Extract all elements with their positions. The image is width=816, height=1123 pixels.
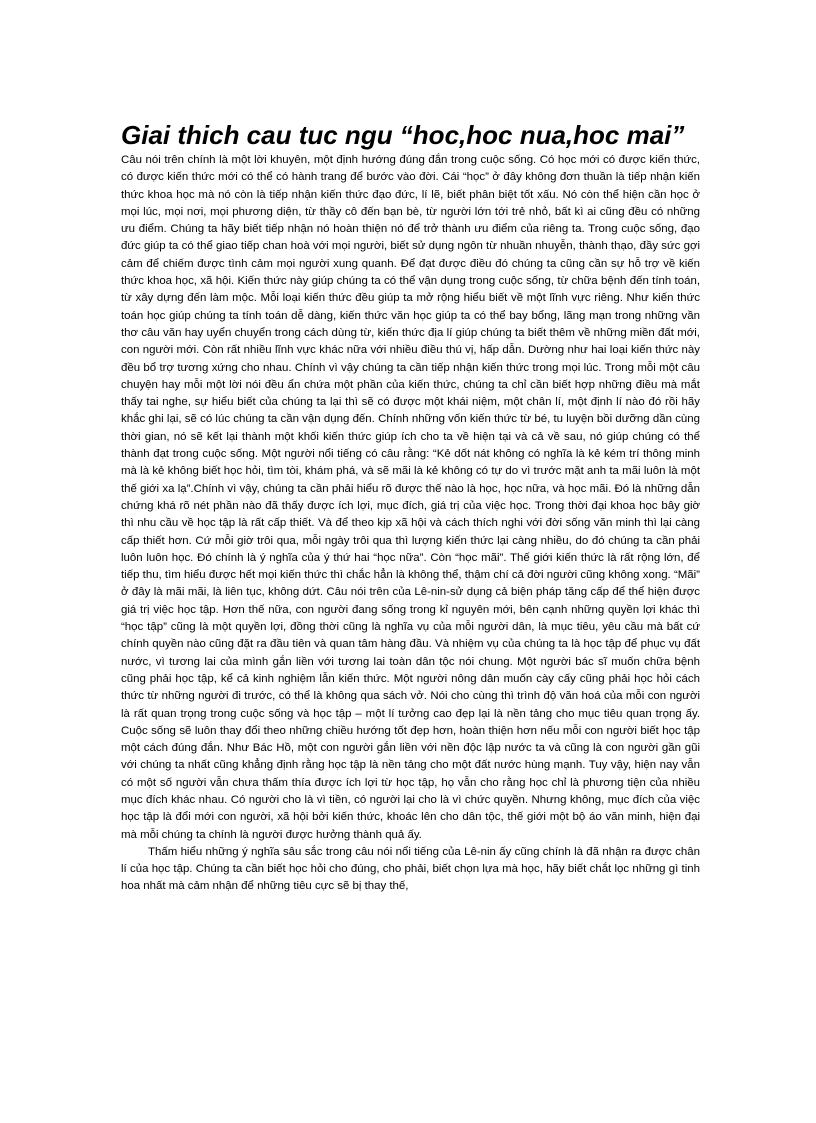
document-page bbox=[121, 120, 700, 896]
page-title: Giai thich cau tuc ngu “hoc,hoc nua,hoc mai” bbox=[121, 120, 685, 150]
body-paragraph: Câu nói trên chính là một lời khuyên, một định hướng đúng đắn trong cuộc sống. Có học mới có được kiến thức, có được kiến thức mới có thể có hành trang để bước vào đời. Cái “học” ở đây không đơn thuần là tiếp nhận kiến thức khoa học mà nó còn là tiếp nhận kiến thức đạo đức, lí lẽ, biết phân biệt tốt xấu. Nó còn thể hiện cần học ở mọi lúc, mọi nơi, mọi phương diện, từ thầy cô đến bạn bè, từ người lớn tới trẻ nhỏ, bất kì ai cũng đều có những ưu điểm. Chúng ta hãy biết tiếp nhận nó hoàn thiện nó để trở thành ưu điểm của riêng ta. Trong cuộc sống, đạo đức giúp ta có thể giao tiếp chan hoà với mọi người, biết sử dụng ngôn từ nhuần nhuyễn, thành thạo, đầy sức gợi cảm để chiếm được tình cảm mọi người xung quanh. Để đạt được điều đó chúng ta cũng cần sự hỗ trợ về kiến thức khoa học, xã hội. Kiến thức này giúp chúng ta có thể vận dụng trong cuộc sống, từ chữa bệnh đến tính toán, từ xây dựng đến làm mộc. Mỗi loại kiến thức đều giúp ta mở rộng hiểu biết về một lĩnh vực riêng. Như kiến thức toán học giúp chúng ta tính toán dễ dàng, kiến thức văn học giúp ta có thể bay bổng, lãng mạn trong những vần thơ câu văn hay uyển chuyển trong cách dùng từ, kiến thức địa lí giúp chúng ta biết thêm về những miền đất mới, con người mới. Còn rất nhiều lĩnh vực khác nữa với nhiều điều thú vị, hấp dẫn. Dường như hai loại kiến thức này đều bổ trợ tương xứng cho nhau. Chính vì vậy chúng ta cần tiếp nhận kiến thức trong mọi lúc. Trong mỗi một câu chuyện hay mỗi một lời nói đều ẩn chứa một phần của kiến thức, chúng ta chỉ cần biết hợp những điều mà mắt thấy tai nghe, sự hiểu biết của chúng ta lại thì sẽ có được một khái niệm, một chân lí, một định lí nào đó rồi hãy khắc ghi lại, sẽ có lúc chúng ta cần vận dụng đến. Chính những vốn kiến thức từ bé, tu luyện bồi dưỡng dần cùng thời gian, nó sẽ kết lại thành một khối kiến thức giúp ích cho ta về hiện tại và cả về sau, nó giúp chúng có thể thành đạt trong cuộc sống. Một người nổi tiếng có câu rằng: “Kẻ dốt nát không có nghĩa là kẻ kém trí thông minh mà là kẻ không biết học hỏi, tìm tòi, khám phá, và sẽ mãi là kẻ không có tự do vì trước mặt anh ta mãi luôn là một thế giới xa lạ”.Chính vì vậy, chúng ta cần phải hiểu rõ được thế nào là học, học nữa, và học mãi. Đó là những dẫn chứng khá rõ nét phần nào đã thấy được ích lợi, mục đích, giá trị của việc học. Trong thời đại khoa học bây giờ thì nhu cầu về học tập là rất cấp thiết. Và để theo kịp xã hội và cách thích nghi với đời sống văn minh thì lại càng cấp thiết hơn. Cứ mỗi giờ trôi qua, mỗi ngày trôi qua thì lượng kiến thức lại càng nhiều, do đó chúng ta cần phải luôn luôn học. Đó chính là ý nghĩa của ý thứ hai “học nữa”. Còn “học mãi”. Thế giới kiến thức là rất rộng lớn, để tiếp thu, tìm hiểu được hết mọi kiến thức thì chắc hẳn là không thể, thậm chí cả đời người cũng không xong. “Mãi” ở đây là mãi mãi, là liên tục, không dứt. Câu nói trên của Lê-nin-sử dụng cả biện pháp tăng cấp để thể hiện được giá trị việc học tập. Hơn thế nữa, con người đang sống trong kỉ nguyên mới, bên cạnh những quyền lợi khác thì “học tập” cũng là một quyền lợi, đồng thời cũng là nghĩa vụ của mỗi người dân, là mục tiêu, yêu cầu mà bất cứ chính quyền nào cũng đặt ra đầu tiên và quan tâm hàng đầu. Và nhiệm vụ của chúng ta là học tập để phục vụ đất nước, vì tương lai của mình gắn liền với tương lai toàn dân tộc nói chung. Một người bác sĩ muốn chữa bệnh cũng phải học tập, kể cả kinh nghiệm lẫn kiến thức. Một người nông dân muốn cày cấy cũng phải học hỏi cách thức từ những người đi trước, có thể là không qua sách vở. Nói cho cùng thì trình độ văn hoá của mỗi con người là rất quan trọng trong cuộc sống và học tập – một lí tưởng cao đẹp lại là nền tảng cho mục tiêu quan trọng ấy. Cuộc sống sẽ luôn thay đổi theo những chiều hướng tốt đẹp hơn, hoàn thiện hơn nếu mỗi con người biết học tập một cách đúng đắn. Như Bác Hồ, một con người gắn liền với nền độc lập nước ta và cũng là con người gần gũi với chúng ta nhất cũng khẳng định rằng học tập là nền tảng cho một đất nước hùng mạnh. Tuy vậy, hiện nay vẫn có một số người vẫn chưa thấm thía được ích lợi từ học tập, họ vẫn cho rằng học chỉ là phương tiện của nhiều mục đích khác nhau. Có người cho là vì tiền, có người lại cho là vì chức quyền. Nhưng không, mục đích của việc học tập là đổi mới con người, xã hội bởi kiến thức, khoác lên cho dân tộc, thế giới một bộ áo văn minh, hiện đại mà mỗi chúng ta chính là người được hưởng thành quả ấy. bbox=[121, 154, 700, 841]
body-paragraph: Thấm hiểu những ý nghĩa sâu sắc trong câu nói nổi tiếng của Lê-nin ấy cũng chính là đã nhận ra được chân lí của học tập. Chúng ta cần biết học hỏi cho đúng, cho phải, biết chọn lựa mà học, hãy biết chắt lọc những gì tinh hoa nhất mà cảm nhận để những tiêu cực sẽ bị thay thế, bbox=[121, 845, 700, 893]
